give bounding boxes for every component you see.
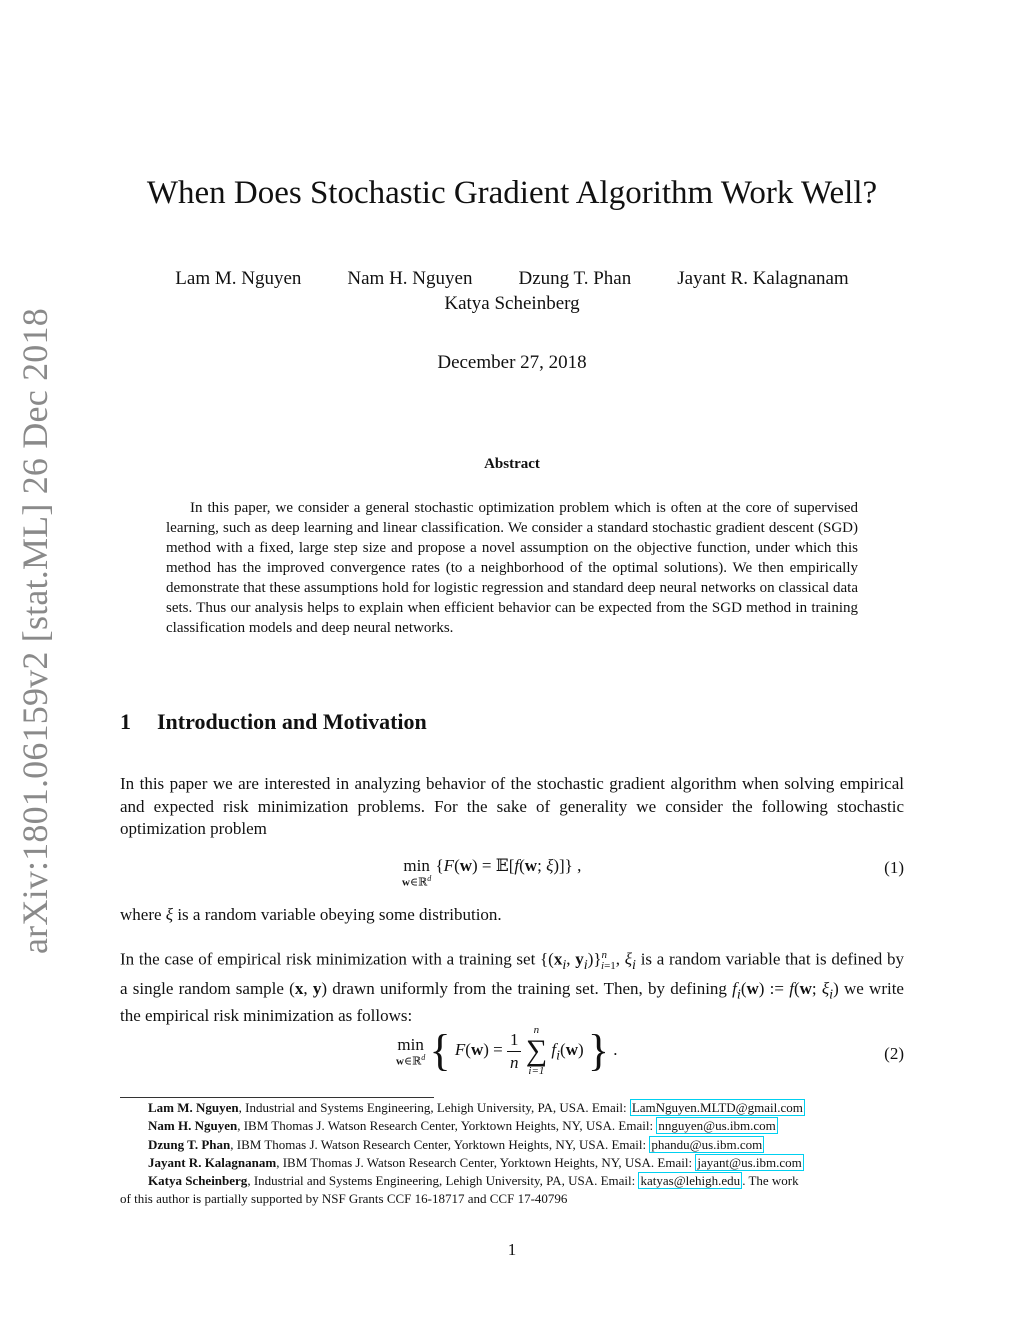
equation-number: (2) xyxy=(884,1044,904,1063)
footnote: Nam H. Nguyen, IBM Thomas J. Watson Research Center, Yorktown Heights, NY, USA. Email: nnguyen@us.ibm.com xyxy=(148,1118,776,1134)
author-list xyxy=(0,268,1024,290)
section-heading xyxy=(120,709,427,735)
abstract-text: In this paper, we consider a general stochastic optimization problem which is often at the core of supervised learning, such as deep learning and linear classification. We consider a standard stochastic gradient descent (SGD) method with a fixed, large step size and propose a novel assumption on the objective function, under which this method has the improved convergence rates (to a neighborhood of the optimal solutions). We then empirically demonstrate that these assumptions hold for logistic regression and standard deep neural networks on classical data sets. Thus our analysis helps to explain when efficient behavior can be expected from the SGD method in training classification models and deep neural networks. xyxy=(166,500,858,636)
footnote: Lam M. Nguyen, Industrial and Systems Engineering, Lehigh University, PA, USA. Email: LamNguyen.MLTD@gmail.com xyxy=(148,1100,803,1115)
equation-1: min w∈ℝ$^d$ {F(w) = 𝔼[f(w; ξ)]} , (1) xyxy=(402,856,904,889)
email-link[interactable]: katyas@lehigh.edu xyxy=(640,1173,741,1189)
email-link[interactable]: nnguyen@us.ibm.com xyxy=(658,1118,776,1134)
email-link[interactable]: phandu@us.ibm.com xyxy=(651,1136,763,1152)
equation-number: (1) xyxy=(884,858,904,877)
author-name: Nam H. Nguyen xyxy=(347,268,473,289)
paper-title: When Does Stochastic Gradient Algorithm Work Well? xyxy=(146,175,878,211)
author-name: Jayant R. Kalagnanam xyxy=(677,268,849,289)
email-link[interactable]: LamNguyen.MLTD@gmail.com xyxy=(631,1100,803,1115)
abstract-heading: Abstract xyxy=(484,456,540,472)
arxiv-identifier: arXiv:1801.06159v2 [stat.ML] 26 Dec 2018 xyxy=(15,308,55,954)
footnote-continuation: of this author is partially supported by NSF Grants CCF 16-18717 and CCF 17-40796 xyxy=(120,1191,568,1207)
email-link[interactable]: jayant@us.ibm.com xyxy=(697,1154,802,1170)
footnote-divider xyxy=(120,1097,434,1098)
intro-paragraph: In the case of empirical risk minimization with a training set {($x_i$, $y_i)\}^n_{i=1}$, $\xi_i$ is a random variable that is defined by a single random sample (x, y) drawn uniformly from the training set. Then, by defining $f_i(w)$ := f(w; $\xi_i$) we write the empirical risk minimization as follows: xyxy=(120,949,905,1026)
footnote: Katya Scheinberg, Industrial and Systems Engineering, Lehigh University, PA, USA. Email: katyas@lehigh.edu . The work xyxy=(148,1173,799,1189)
intro-paragraph: In this paper we are interested in analyzing behavior of the stochastic gradient algorithm when solving empirical and expected risk minimization problems. For the sake of generality we consider the following stochastic optimization problem xyxy=(120,774,904,838)
section-title: Introduction and Motivation xyxy=(157,709,427,734)
section-number: 1 xyxy=(120,709,131,734)
author-name: Dzung T. Phan xyxy=(518,268,632,289)
author-name: Katya Scheinberg xyxy=(444,293,580,314)
page-number: 1 xyxy=(507,1240,517,1259)
footnotes xyxy=(120,1099,904,1209)
intro-paragraph: where ξ is a random variable obeying some distribution. xyxy=(120,905,502,924)
author-name: Lam M. Nguyen xyxy=(175,268,302,289)
equation-2: min w∈ℝ$^d$ { F(w) = $\frac{1}{n}$ n ∑ i=1 $f_i(w)$ } . (2) xyxy=(396,1024,904,1077)
footnote: Dzung T. Phan, IBM Thomas J. Watson Research Center, Yorktown Heights, NY, USA. Email: phandu@us.ibm.com xyxy=(148,1136,763,1152)
footnote: Jayant R. Kalagnanam, IBM Thomas J. Watson Research Center, Yorktown Heights, NY, USA. Email: jayant@us.ibm.com xyxy=(148,1154,802,1170)
publication-date: December 27, 2018 xyxy=(437,352,587,373)
